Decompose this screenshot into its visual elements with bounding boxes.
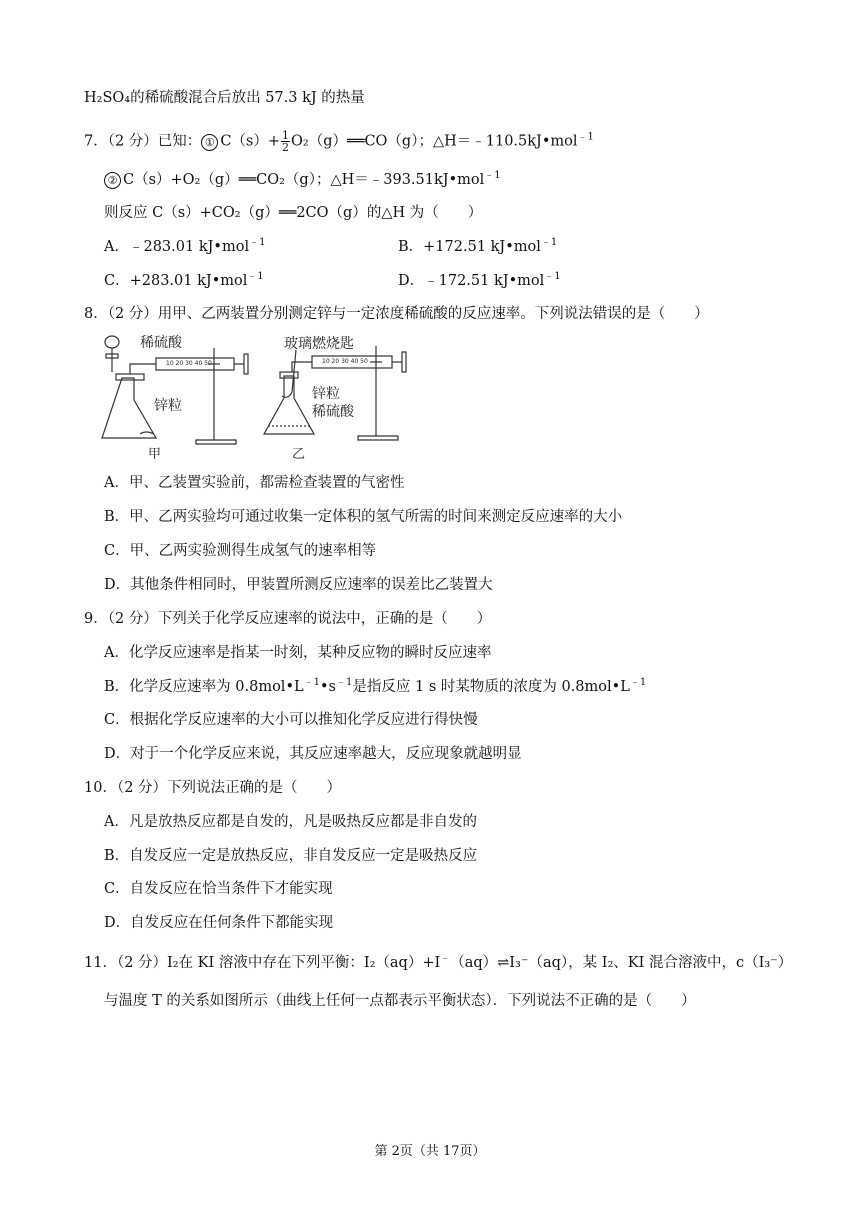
apparatus-jia	[102, 336, 248, 444]
label-yi-spoon: 玻璃燃烧匙	[284, 336, 354, 352]
question-11-stem-part-b: （aq）⇌I₃⁻（aq），某 I₂、KI 混合溶液中，c（I₃⁻）	[450, 955, 793, 971]
equation-1-part-a: C（s）+	[220, 133, 280, 150]
question-7-ask: 则反应 C（s）+CO₂（g）══2CO（g）的△H 为（ ）	[104, 205, 483, 221]
option-10d[interactable]: D．自发反应在任何条件下都能实现	[104, 915, 334, 931]
fraction-one-half	[281, 130, 290, 153]
label-yi-zinc: 锌粒	[312, 386, 340, 402]
option-7d-text: D．﹣172.51 kJ•mol	[398, 273, 545, 289]
option-10a[interactable]: A．凡是放热反应都是自发的，凡是吸热反应都是非自发的	[104, 814, 477, 830]
option-9c[interactable]: C．根据化学反应速率的大小可以推知化学反应进行得快慢	[104, 712, 478, 728]
option-7a-text: A．﹣283.01 kJ•mol	[104, 239, 250, 255]
option-9b-sup-3: ﹣1	[629, 677, 647, 689]
equation-1-superscript: ﹣1	[577, 131, 594, 143]
question-7-equation-2	[104, 170, 501, 190]
fraction-numerator: 1	[282, 129, 289, 142]
option-9b[interactable]	[104, 677, 646, 697]
option-7a-sup: ﹣1	[249, 237, 266, 249]
question-11-stem	[84, 953, 792, 973]
caption-yi: 乙	[292, 447, 306, 460]
continuation-line: H₂SO₄的稀硫酸混合后放出 57.3 kJ 的热量	[84, 90, 365, 106]
circled-number-1: ①	[201, 134, 218, 151]
equation-2-superscript: ﹣1	[484, 170, 501, 182]
label-jia-zinc: 锌粒	[154, 398, 182, 414]
circled-number-2: ②	[104, 172, 121, 189]
question-11-stem-line-2: 与温度 T 的关系如图所示（曲线上任何一点都表示平衡状态）．下列说法不正确的是（ ）	[104, 993, 696, 1009]
question-11-stem-sup: ﹣	[440, 953, 451, 965]
label-jia-acid: 稀硫酸	[140, 335, 182, 351]
option-9a[interactable]: A．化学反应速率是指某一时刻，某种反应物的瞬时反应速率	[104, 645, 492, 661]
option-7d[interactable]	[398, 271, 561, 291]
label-yi-acid: 稀硫酸	[312, 404, 354, 420]
option-7b[interactable]	[398, 237, 557, 257]
option-8c[interactable]: C．甲、乙两实验测得生成氢气的速率相等	[104, 543, 377, 559]
option-9b-sup-1: ﹣1	[303, 677, 320, 689]
question-7-options-cd	[104, 271, 804, 291]
question-7-number: 7．（2 分）已知：	[84, 133, 202, 150]
option-7c-sup: ﹣1	[247, 271, 264, 283]
option-9b-part-1: B．化学反应速率为 0.8mol•L	[104, 679, 304, 695]
option-10b[interactable]: B．自发反应一定是放热反应，非自发反应一定是吸热反应	[104, 848, 478, 864]
question-7-stem	[84, 130, 594, 153]
question-9-stem: 9．（2 分）下列关于化学反应速率的说法中，正确的是（ ）	[84, 611, 492, 627]
option-7c[interactable]	[104, 273, 264, 289]
syringe-scale-yi: 10 20 30 40 50	[322, 358, 368, 365]
option-9b-part-2: •s	[320, 679, 336, 695]
option-9b-part-3: 是指反应 1 s 时某物质的浓度为 0.8mol•L	[352, 679, 630, 695]
equation-2-text: C（s）+O₂（g）══CO₂（g）；△H＝﹣393.51kJ•mol	[123, 172, 485, 188]
page-footer: 第 2页（共 17页）	[374, 1144, 486, 1159]
question-11-stem-part-a: 11．（2 分）I₂在 KI 溶液中存在下列平衡：I₂（aq）+I	[84, 955, 441, 971]
equation-1-part-b: O₂（g）══CO（g）；△H＝﹣110.5kJ•mol	[291, 133, 578, 150]
fraction-denominator: 2	[282, 141, 289, 154]
question-10-stem: 10．（2 分）下列说法正确的是（ ）	[84, 780, 342, 796]
apparatus-figure	[96, 330, 436, 460]
option-7b-text: B．+172.51 kJ•mol	[398, 239, 541, 255]
syringe-scale-jia: 10 20 30 40 50	[166, 360, 212, 367]
question-7-options-ab	[104, 237, 804, 257]
option-9b-sup-2: ﹣1	[336, 677, 353, 689]
option-8d[interactable]: D．其他条件相同时，甲装置所测反应速率的误差比乙装置大	[104, 577, 493, 593]
question-8-stem: 8．（2 分）用甲、乙两装置分别测定锌与一定浓度稀硫酸的反应速率。下列说法错误的是（ ）	[84, 306, 709, 322]
option-7c-text: C．+283.01 kJ•mol	[104, 273, 248, 289]
option-7a[interactable]	[104, 239, 265, 255]
option-7d-sup: ﹣1	[544, 271, 561, 283]
option-7b-sup: ﹣1	[540, 237, 558, 249]
option-8b[interactable]: B．甲、乙两实验均可通过收集一定体积的氢气所需的时间来测定反应速率的大小	[104, 509, 623, 525]
option-8a[interactable]: A．甲、乙装置实验前，都需检查装置的气密性	[104, 475, 405, 491]
caption-jia: 甲	[148, 447, 162, 460]
option-9d[interactable]: D．对于一个化学反应来说，其反应速率越大，反应现象就越明显	[104, 746, 522, 762]
option-10c[interactable]: C．自发反应在恰当条件下才能实现	[104, 881, 333, 897]
